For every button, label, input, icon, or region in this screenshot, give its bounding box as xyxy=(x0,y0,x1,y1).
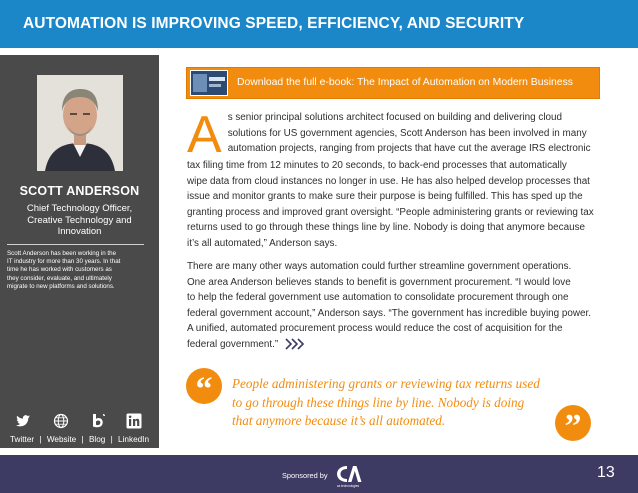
header-bar xyxy=(0,0,638,48)
article-body xyxy=(187,106,605,352)
quote-line: People administering grants or reviewing tax returns used xyxy=(232,376,540,391)
author-sidebar xyxy=(0,55,159,448)
close-quote-mark: ” xyxy=(564,408,582,445)
ebook-download-link[interactable]: Download the full e-book: The Impact of Automation on Modern Business xyxy=(237,77,573,88)
website-link[interactable]: Website xyxy=(46,435,77,444)
text-line: issue and monitor grants to make sure their purpose is being fulfilled. This has sped up the xyxy=(187,191,583,202)
open-quote-mark: “ xyxy=(195,371,213,408)
continue-arrows-icon[interactable] xyxy=(284,338,306,350)
globe-icon[interactable] xyxy=(53,413,69,429)
text-line: automation projects, ranging from projects that have cut the average IRS electronic xyxy=(227,143,591,154)
text-line: s senior principal solutions architect focused on building and delivering cloud xyxy=(227,112,562,123)
bio-line: time he has worked with customers as xyxy=(7,266,112,274)
text-line: federal government.” xyxy=(187,338,279,350)
ebook-download-banner[interactable] xyxy=(186,67,600,99)
article-paragraph-2 xyxy=(187,259,605,352)
linkedin-link[interactable]: LinkedIn xyxy=(118,435,150,444)
author-photo xyxy=(37,75,123,171)
bio-line: migrate to new platforms and solutions. xyxy=(7,282,115,290)
author-bio xyxy=(7,250,147,291)
ebook-cover-thumbnail xyxy=(190,70,228,96)
footer-bar xyxy=(0,455,638,493)
text-line: A unified, automated procurement process would reduce the cost of acquisition for the xyxy=(187,323,563,334)
social-separator: | xyxy=(110,435,113,444)
text-line-last xyxy=(187,337,605,353)
page-number: 13 xyxy=(597,464,615,481)
author-name: SCOTT ANDERSON xyxy=(19,184,140,198)
author-role-line: Innovation xyxy=(57,226,102,237)
social-links xyxy=(0,413,159,451)
sponsor-logo-text: ca technologies xyxy=(336,484,360,488)
author-role-line: Chief Technology Officer, xyxy=(26,203,133,214)
article-paragraph-1 xyxy=(187,106,605,251)
text-line: returns used to go through these things line by line. Nobody is doing that anymore because xyxy=(187,222,585,233)
text-line: There are many other ways automation could further streamline government operations. xyxy=(187,261,572,272)
ca-technologies-logo[interactable] xyxy=(333,460,363,488)
blog-link[interactable]: Blog xyxy=(88,435,106,444)
text-line: solutions for US government agencies, Scott Anderson has been involved in many xyxy=(227,127,587,139)
sponsored-label: Sponsored by xyxy=(282,471,328,480)
social-separator: | xyxy=(81,435,84,444)
text-line: tax filing time from 12 minutes to 20 seconds, to back-end processes that automatically xyxy=(187,160,567,171)
twitter-link[interactable]: Twitter xyxy=(9,435,35,444)
page-title: AUTOMATION IS IMPROVING SPEED, EFFICIENCY, AND SECURITY xyxy=(23,15,525,32)
text-line: One area Anderson believes stands to benefit is government procurement. “I would love xyxy=(187,276,571,288)
quote-line: that anymore because it’s all automated. xyxy=(232,413,446,428)
pull-quote-text xyxy=(232,375,562,431)
sidebar-divider xyxy=(7,244,144,245)
text-line: federal government account,” Anderson says. “The government has incredible buying power. xyxy=(187,307,592,319)
drop-cap: A xyxy=(187,106,222,164)
pull-quote xyxy=(186,368,606,445)
social-separator: | xyxy=(39,435,42,444)
text-line: to help the federal government use automation to consolidate procurement through one xyxy=(187,292,569,303)
blog-icon[interactable] xyxy=(90,413,106,429)
bio-line: they consider, evaluate, and ultimately xyxy=(7,274,112,282)
bio-line: Scott Anderson has been working in the xyxy=(7,250,117,257)
author-role-line: Creative Technology and xyxy=(27,214,132,226)
twitter-icon[interactable] xyxy=(15,413,31,429)
social-labels xyxy=(0,435,159,444)
bio-line: IT industry for more than 30 years. In that xyxy=(7,258,121,266)
quote-line: to go through these things line by line. Nobody is doing xyxy=(232,394,525,410)
author-role xyxy=(16,203,143,238)
linkedin-icon[interactable] xyxy=(126,413,142,429)
text-line: it’s all automated,” Anderson says. xyxy=(187,237,338,249)
close-quote-icon xyxy=(555,405,591,445)
text-line: granting process and improved grant oversight. “People administering grants or reviewing tax xyxy=(187,206,594,218)
open-quote-icon xyxy=(186,368,222,408)
text-line: wipe data from cloud instances no longer in use. He has also helped develop processes that xyxy=(187,175,590,187)
